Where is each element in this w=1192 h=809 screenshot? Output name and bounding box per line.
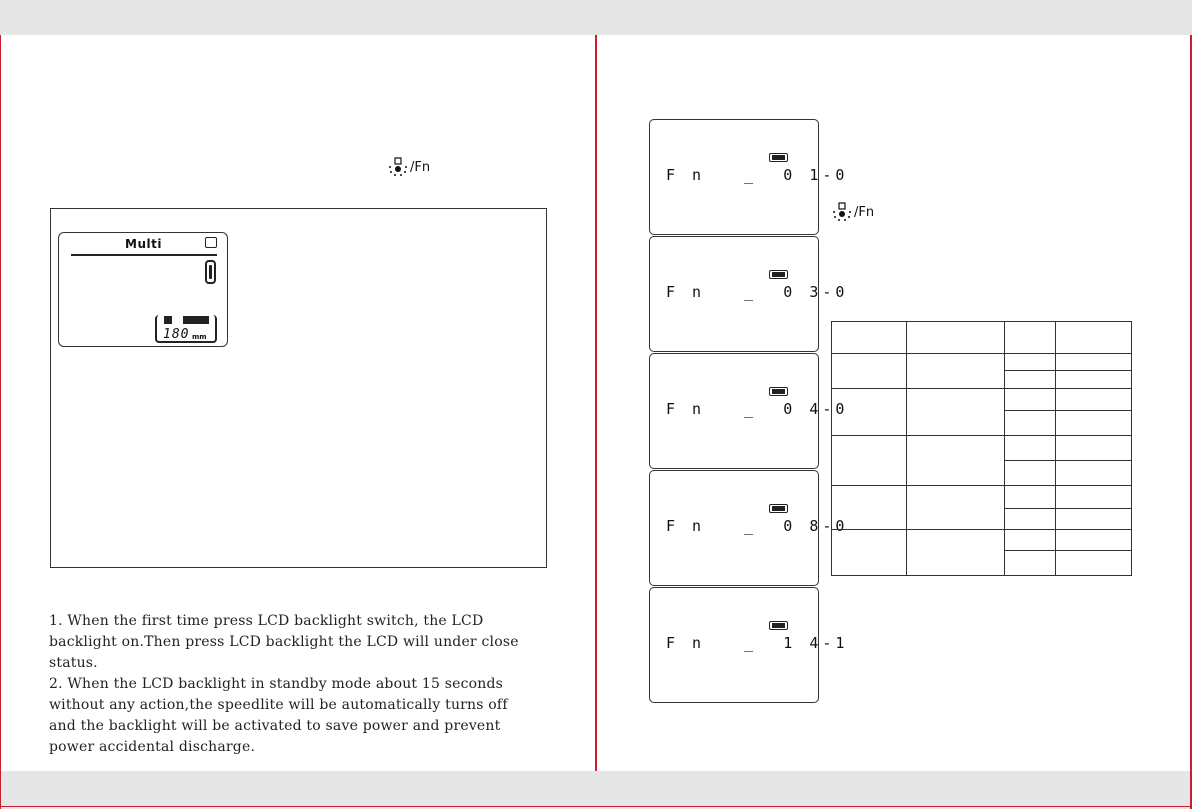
- top-margin-bar: [0, 0, 1192, 35]
- fn-screen: [649, 470, 849, 586]
- instructions: [49, 611, 539, 758]
- table-cell: [907, 389, 1005, 436]
- table-row: [832, 486, 1132, 509]
- custom-function-table: [831, 321, 1132, 576]
- fn-screen: [649, 119, 849, 235]
- table-cell: [1056, 509, 1132, 530]
- battery-icon: [205, 260, 216, 284]
- table-cell: [832, 322, 907, 354]
- table-cell: [1005, 436, 1056, 461]
- fn-badge-icon: [769, 621, 788, 630]
- table-cell: [832, 486, 907, 530]
- table-cell: [907, 486, 1005, 530]
- table-cell: [1005, 509, 1056, 530]
- page-gutter: [595, 35, 597, 771]
- table-cell: [1005, 322, 1056, 354]
- zoom-icon: [205, 237, 217, 248]
- instruction-2: 2. When the LCD backlight in standby mode about 15 seconds without any action,the speedlite will be automatically turns off and the backlight will be activated to save power and prevent power accidental discharge.: [49, 676, 508, 755]
- table-cell: [832, 389, 907, 436]
- table-cell: [907, 530, 1005, 576]
- light-fn-button: [387, 157, 430, 177]
- table-cell: [1005, 461, 1056, 486]
- table-cell: [1005, 389, 1056, 411]
- fn-badge-icon: [769, 387, 788, 396]
- table-cell: [1056, 461, 1132, 486]
- table-cell: [1005, 371, 1056, 389]
- table-row: [832, 389, 1132, 411]
- table-cell: [1005, 411, 1056, 436]
- fn-label: /Fn: [854, 204, 875, 220]
- table-cell: [1005, 551, 1056, 576]
- lcd-divider: [71, 254, 217, 256]
- fn-code: F n _ 0 8-0: [666, 517, 849, 535]
- zoom-unit: mm: [192, 333, 207, 341]
- table-cell: [1056, 411, 1132, 436]
- table-header-row: [832, 322, 1132, 354]
- table-cell: [832, 436, 907, 486]
- table-cell: [907, 322, 1005, 354]
- table-cell: [1056, 322, 1132, 354]
- light-fn-button: [831, 202, 874, 222]
- mode-label: Multi: [125, 237, 162, 251]
- fn-screen: [649, 353, 849, 469]
- table-cell: [907, 354, 1005, 389]
- bottom-edge: [0, 806, 1192, 807]
- fn-code: F n _ 0 3-0: [666, 283, 849, 301]
- fn-badge-icon: [769, 504, 788, 513]
- table-cell: [1005, 354, 1056, 371]
- fn-code: F n _ 0 4-0: [666, 400, 849, 418]
- table-cell: [1056, 530, 1132, 551]
- table-cell: [1056, 436, 1132, 461]
- fn-screen: [649, 236, 849, 352]
- table-row: [832, 354, 1132, 371]
- table-cell: [1005, 486, 1056, 509]
- instruction-1: 1. When the first time press LCD backlight switch, the LCD backlight on.Then press LCD backlight the LCD will under close status.: [49, 613, 519, 671]
- fn-badge-icon: [769, 153, 788, 162]
- zoom-auto-indicator: [183, 316, 209, 324]
- table-cell: [1056, 551, 1132, 576]
- zoom-mode-indicator: [164, 316, 172, 324]
- bottom-margin-bar: [0, 771, 1192, 809]
- table-cell: [832, 354, 907, 389]
- zoom-value: 180: [163, 327, 190, 342]
- table-cell: [1056, 371, 1132, 389]
- light-fn-icon: [831, 202, 853, 222]
- fn-label: /Fn: [410, 159, 431, 175]
- table-cell: [1056, 354, 1132, 371]
- fn-screen: [649, 587, 849, 703]
- table-cell: [832, 530, 907, 576]
- lcd-screen: [58, 232, 228, 347]
- fn-code: F n _ 1 4-1: [666, 634, 849, 652]
- table-cell: [907, 436, 1005, 486]
- table-row: [832, 530, 1132, 551]
- fn-badge-icon: [769, 270, 788, 279]
- table-cell: [1056, 486, 1132, 509]
- left-page-edge: [0, 35, 1, 809]
- fn-code: F n _ 0 1-0: [666, 166, 849, 184]
- table-cell: [1056, 389, 1132, 411]
- light-fn-icon: [387, 157, 409, 177]
- table-cell: [1005, 530, 1056, 551]
- table-row: [832, 436, 1132, 461]
